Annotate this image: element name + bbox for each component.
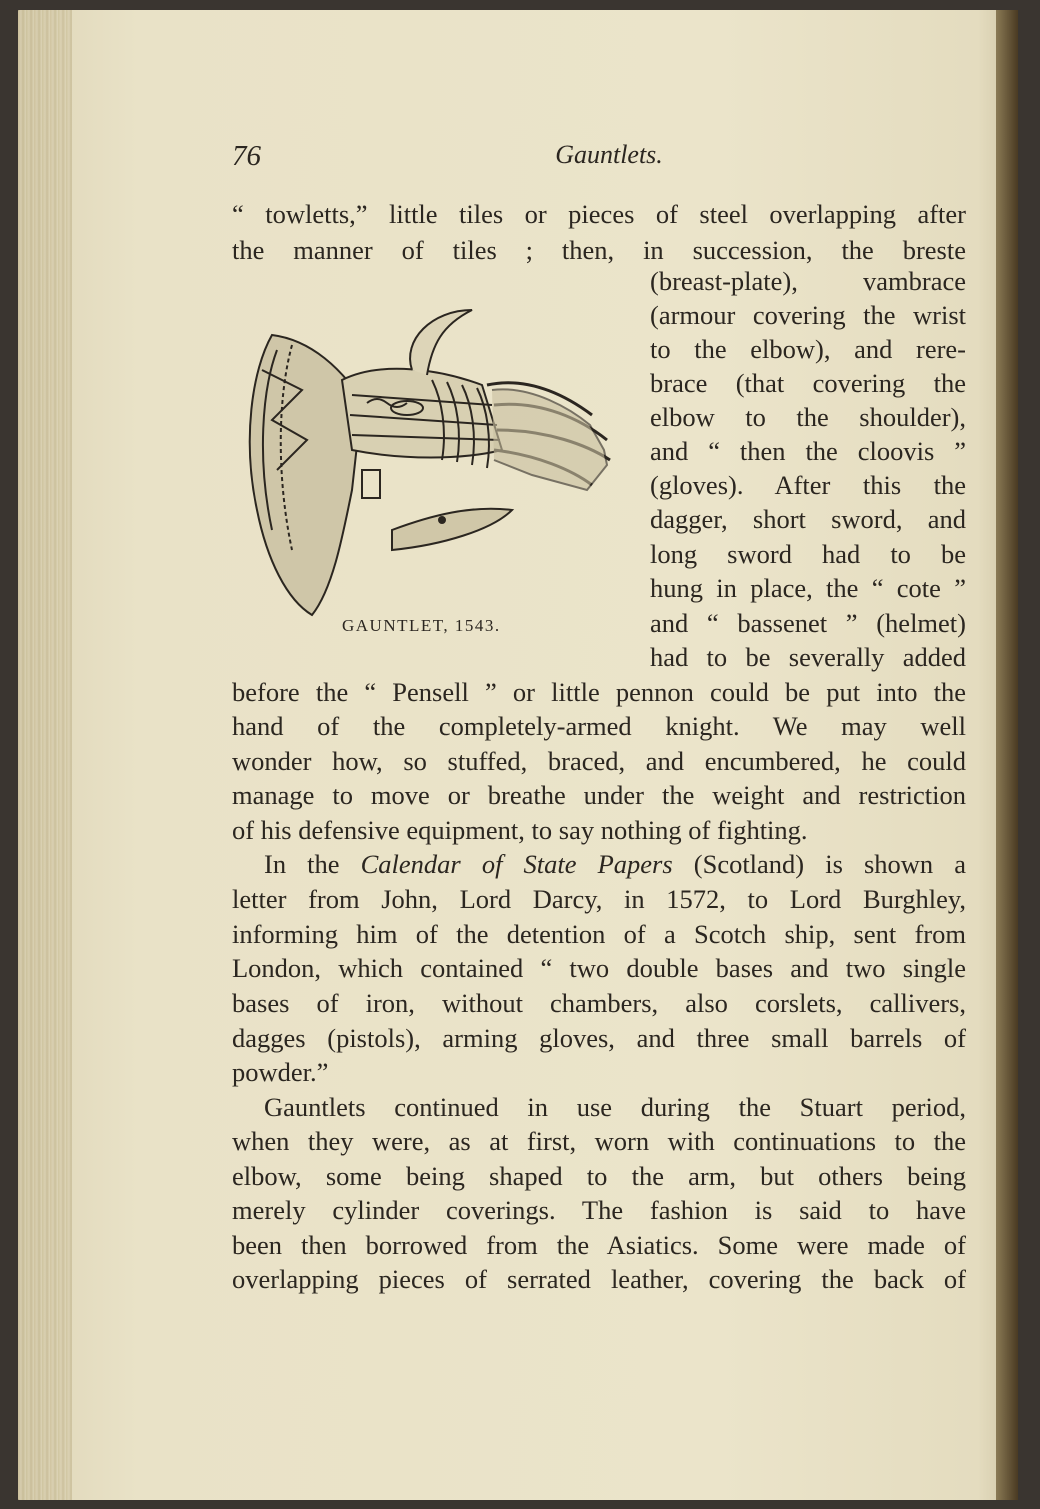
text-line: dagges (pistols), arming gloves, and three small barrels of [232, 1023, 966, 1053]
text-line: had to be severally added [650, 642, 966, 672]
page-number: 76 [232, 140, 261, 172]
text-line: dagger, short sword, and [650, 504, 966, 534]
running-title: Gauntlets. [555, 140, 663, 169]
text-line: hand of the completely-armed knight. We may well [232, 711, 966, 741]
text-line: elbow, some being shaped to the arm, but others being [232, 1161, 966, 1191]
text-line: (gloves). After this the [650, 470, 966, 500]
text-line: when they were, as at first, worn with continuations to the [232, 1126, 966, 1156]
text-line: powder.” [232, 1057, 329, 1087]
text-line: hung in place, the “ cote ” [650, 573, 966, 603]
text-line: been then borrowed from the Asiatics. Some were made of [232, 1230, 966, 1260]
text-line-calendar [232, 847, 966, 882]
text-line: before the “ Pensell ” or little pennon could be put into the [232, 677, 966, 707]
text-line: and “ then the cloovis ” [650, 436, 966, 466]
text-line: long sword had to be [650, 539, 966, 569]
text-line: to the elbow), and rere- [650, 334, 966, 364]
text-line: of his defensive equipment, to say nothing of fighting. [232, 815, 808, 845]
text-line: London, which contained “ two double bases and two single [232, 953, 966, 983]
text-span: In the [264, 849, 340, 879]
text-line: and “ bassenet ” (helmet) [650, 608, 966, 638]
text-line: letter from John, Lord Darcy, in 1572, to Lord Burghley, [232, 884, 966, 914]
text-line: the manner of tiles ; then, in succession, the breste [232, 235, 966, 265]
gauntlet-illustration [232, 290, 622, 620]
text-line: (breast-plate), vambrace [650, 266, 966, 296]
text-line: elbow to the shoulder), [650, 402, 966, 432]
binding-edge [996, 10, 1018, 1500]
text-line: (armour covering the wrist [650, 300, 966, 330]
gauntlet-engraving-icon [232, 290, 622, 620]
text-line: Gauntlets continued in use during the Stuart period, [264, 1092, 966, 1122]
text-line: bases of iron, without chambers, also corslets, callivers, [232, 988, 966, 1018]
text-span: (Scotland) is shown a [693, 849, 967, 879]
text-line: informing him of the detention of a Scotch ship, sent from [232, 919, 966, 949]
text-line: merely cylinder coverings. The fashion is said to have [232, 1195, 966, 1225]
text-line: “ towletts,” little tiles or pieces of steel overlapping after [232, 199, 966, 229]
book-title-italic: Calendar of State Papers [360, 849, 673, 879]
page-header [232, 140, 966, 180]
text-line: manage to move or breathe under the weight and restriction [232, 780, 966, 810]
page-edge-shading [18, 10, 72, 1500]
figure-caption: GAUNTLET, 1543. [342, 616, 501, 635]
text-line: wonder how, so stuffed, braced, and encumbered, he could [232, 746, 966, 776]
text-line: overlapping pieces of serrated leather, covering the back of [232, 1264, 966, 1294]
text-line: brace (that covering the [650, 368, 966, 398]
